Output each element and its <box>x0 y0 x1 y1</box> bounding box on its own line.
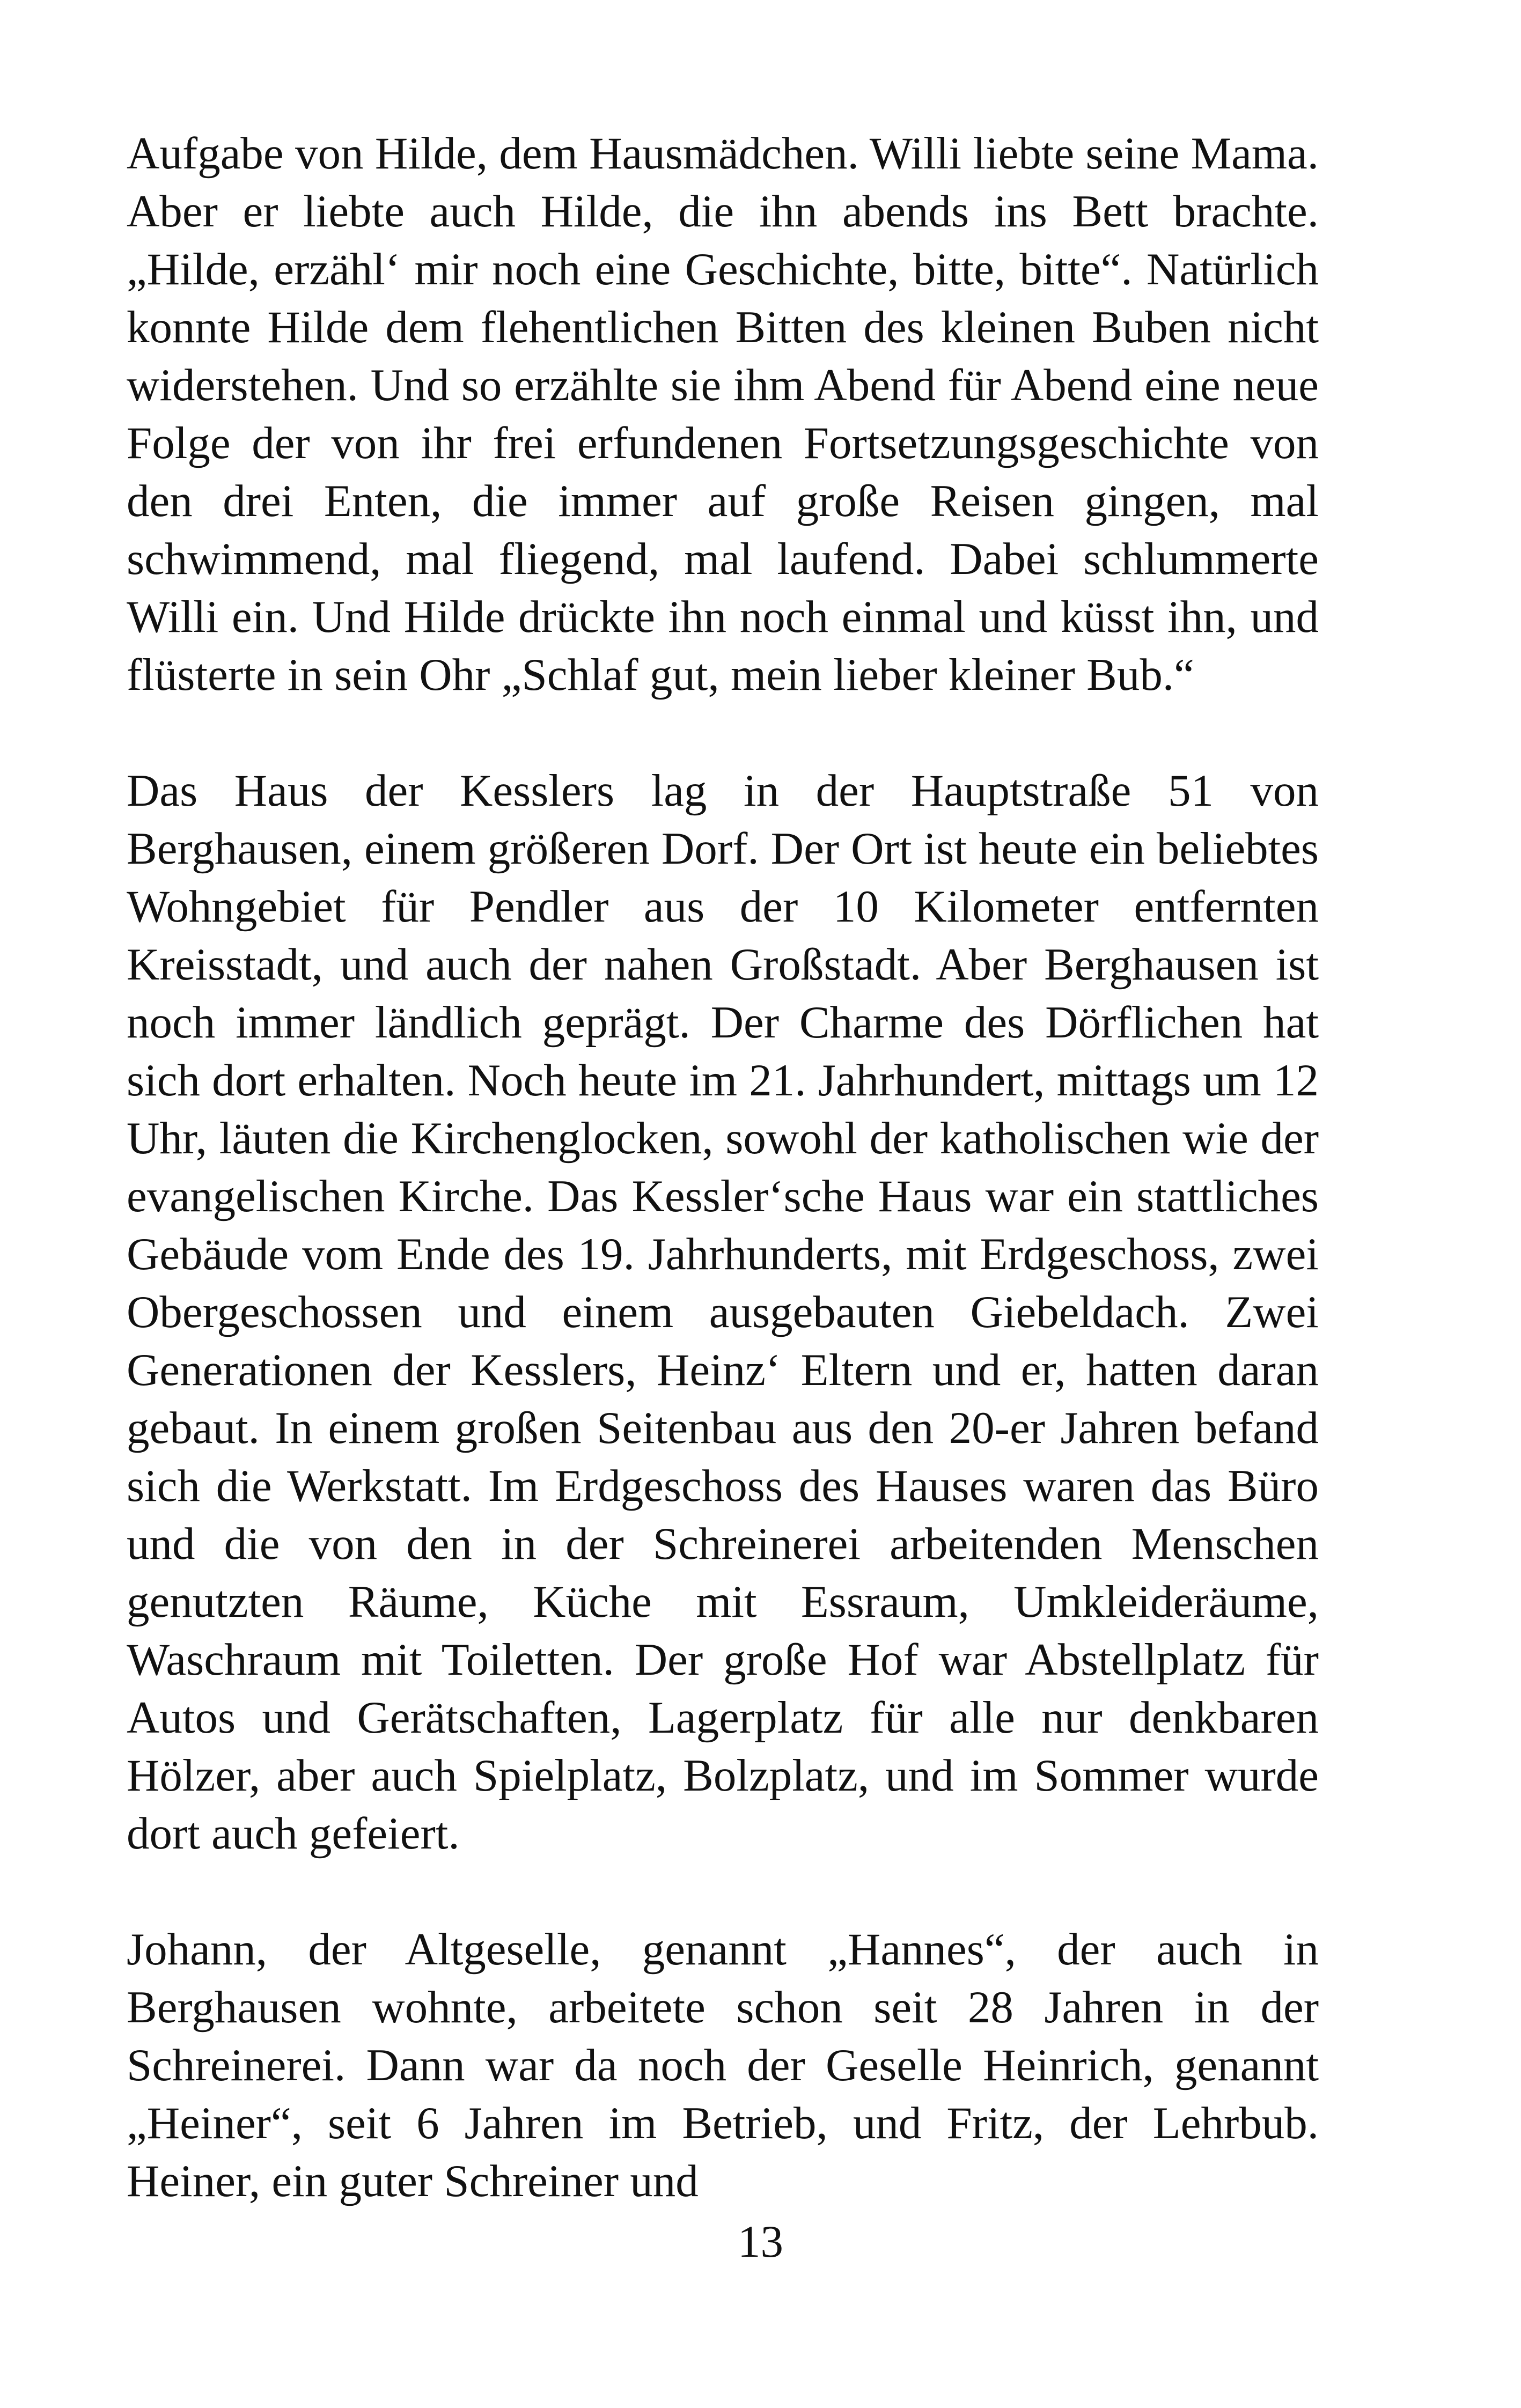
page-body <box>127 124 1319 2210</box>
paragraph-2: Das Haus der Kesslers lag in der Hauptstraße 51 von Berghausen, einem größeren Dorf. Der Ort ist heute ein beliebtes Wohngebiet für Pendler aus der 10 Kilometer entfernten Kreisstadt, und auch der nahen Großstadt. Aber Berghausen ist noch immer ländlich geprägt. Der Charme des Dörflichen hat sich dort erhalten. Noch heute im 21. Jahrhundert, mittags um 12 Uhr, läuten die Kirchenglocken, sowohl der katholischen wie der evangelischen Kirche. Das Kessler‘sche Haus war ein stattliches Gebäude vom Ende des 19. Jahrhunderts, mit Erdgeschoss, zwei Obergeschossen und einem ausgebauten Giebeldach. Zwei Generationen der Kesslers, Heinz‘ Eltern und er, hatten daran gebaut. In einem großen Seitenbau aus den 20-er Jahren befand sich die Werkstatt. Im Erdgeschoss des Hauses waren das Büro und die von den in der Schreinerei arbeitenden Menschen genutzten Räume, Küche mit Essraum, Umkleideräume, Waschraum mit Toiletten. Der große Hof war Abstellplatz für Autos und Gerätschaften, Lagerplatz für alle nur denkbaren Hölzer, aber auch Spielplatz, Bolzplatz, und im Sommer wurde dort auch gefeiert. <box>127 765 1319 1859</box>
paragraph-3: Johann, der Altgeselle, genannt „Hannes“, der auch in Berghausen wohnte, arbeitete schon seit 28 Jahren in der Schreinerei. Dann war da noch der Geselle Heinrich, genannt „Heiner“, seit 6 Jahren im Betrieb, und Fritz, der Lehrbub. Heiner, ein guter Schreiner und <box>127 1924 1319 2206</box>
paragraph-1: Aufgabe von Hilde, dem Hausmädchen. Willi liebte seine Mama. Aber er liebte auch Hilde, die ihn abends ins Bett brachte. „Hilde, erzähl‘ mir noch eine Geschichte, bitte, bitte“. Natürlich konnte Hilde dem flehentlichen Bitten des kleinen Buben nicht widerstehen. Und so erzählte sie ihm Abend für Abend eine neue Folge der von ihr frei erfundenen Fortsetzungsgeschichte von den drei Enten, die immer auf große Reisen gingen, mal schwimmend, mal fliegend, mal laufend. Dabei schlummerte Willi ein. Und Hilde drückte ihn noch einmal und küsst ihn, und flüsterte in sein Ohr „Schlaf gut, mein lieber kleiner Bub.“ <box>127 128 1319 700</box>
page-number: 13 <box>738 2216 783 2267</box>
